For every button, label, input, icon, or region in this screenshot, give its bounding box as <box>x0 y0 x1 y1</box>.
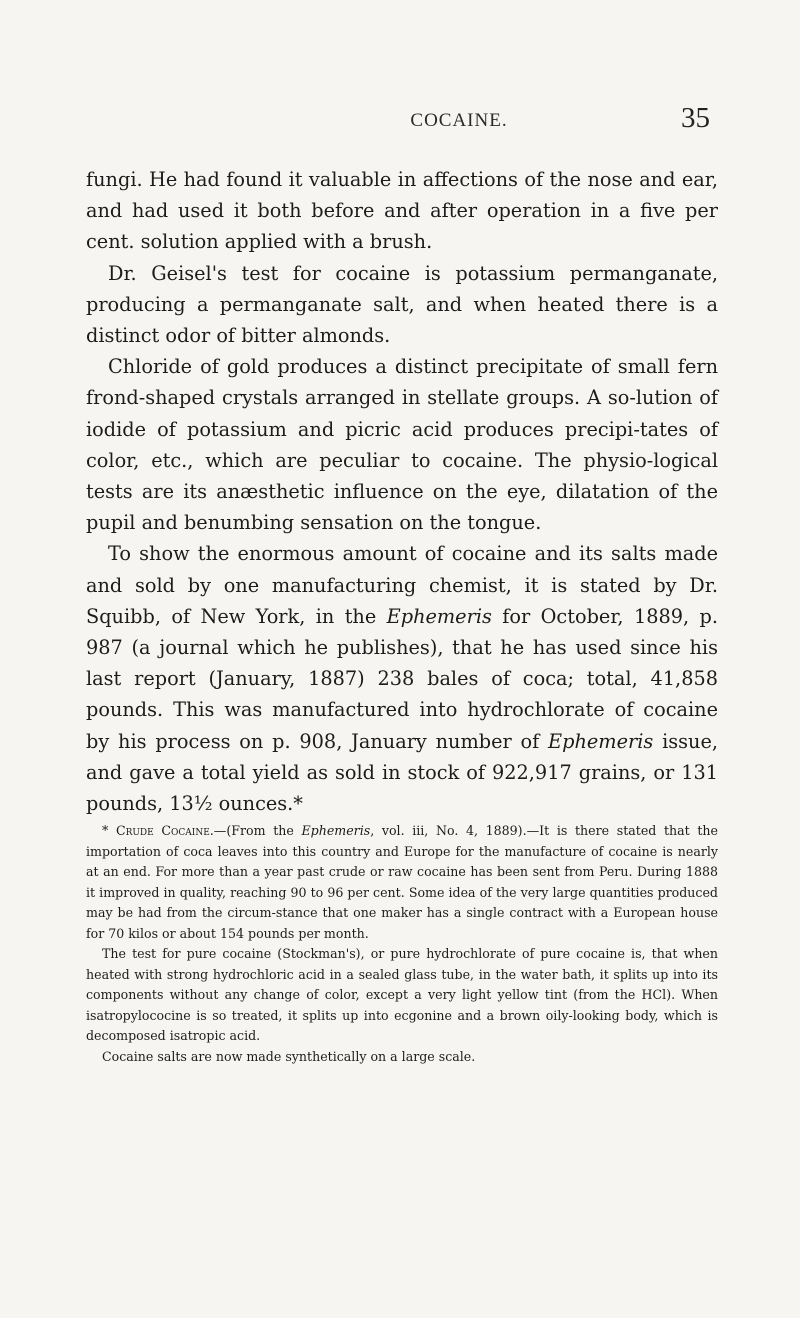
journal-title-ephemeris-2: Ephemeris <box>548 729 654 753</box>
paragraph-continuation: fungi. He had found it valuable in affections of the nose and ear, and had used it both before and after operation in a five per cent. solution applied with a brush. <box>86 168 718 254</box>
p4-text-3: issue, and gave a total yield as sold in stock of 922,917 grains, or 131 pounds, 13½ ounces.* <box>86 729 718 816</box>
page-header <box>208 102 710 142</box>
journal-title-ephemeris: Ephemeris <box>386 604 492 628</box>
footnote-text-2: , vol. iii, No. 4, 1889).—It is there stated that the importation of coca leaves into this country and Europe for the manufacture of cocaine is nearly at an end. For more than a year past crude or raw cocaine has been sent from Peru. During 1888 it improved in quality, reaching 90 to 96 per cent. Some idea of the very large quantities produced may be had from the circum-stance that one maker has a single contract with a European house for 70 kilos or about 154 pounds per month. <box>86 823 718 941</box>
paragraph-squibb-report <box>86 538 718 819</box>
footnote-synthetic-salts: Cocaine salts are now made synthetically on a large scale. <box>102 1048 476 1064</box>
footnote <box>86 821 718 1067</box>
paragraph-chloride-of-gold: Chloride of gold produces a distinct precipitate of small fern frond-shaped crystals arranged in stellate groups. A so-lution of iodide of potassium and picric acid produces precipi-tates of color, etc., which are peculiar to cocaine. The physio-logical tests are its anæsthetic influence on the eye, dilatation of the pupil and benumbing sensation on the tongue. <box>86 355 718 535</box>
footnote-text-1: —(From the <box>213 823 302 838</box>
footnote-crude-cocaine <box>86 821 718 944</box>
main-text <box>86 164 718 819</box>
p4-text-1: To show the enormous amount of cocaine and its salts made and sold by one manufacturing chemist, it is stated by Dr. Squibb, of New York, in the <box>86 542 718 628</box>
footnote-heading: Crude Cocaine. <box>115 823 214 838</box>
p4-text-2: for October, 1889, p. 987 (a journal which he publishes), that he has used since his last report (January, 1887) 238 bales of coca; total, 41,858 pounds. This was manufactured into hydrochlorate of cocaine by his process on p. 908, January number of <box>86 604 718 753</box>
page-number: 35 <box>681 102 710 134</box>
running-title: COCAINE. <box>410 110 508 131</box>
footnote-journal-title: Ephemeris <box>301 823 371 838</box>
paragraph-geisel-test: Dr. Geisel's test for cocaine is potassium permanganate, producing a permanganate salt, and when heated there is a distinct odor of bitter almonds. <box>86 261 718 348</box>
footnote-stockman-test: The test for pure cocaine (Stockman's), or pure hydrochlorate of pure cocaine is, that when heated with strong hydrochloric acid in a sealed glass tube, in the water bath, it splits up into its components without any change of color, except a very light yellow tint (from the HCl). When isatropylococine is so treated, it splits up into ecgonine and a brown oily-looking body, which is decomposed isatropic acid. <box>86 946 718 1043</box>
footnote-marker: * <box>102 823 116 838</box>
